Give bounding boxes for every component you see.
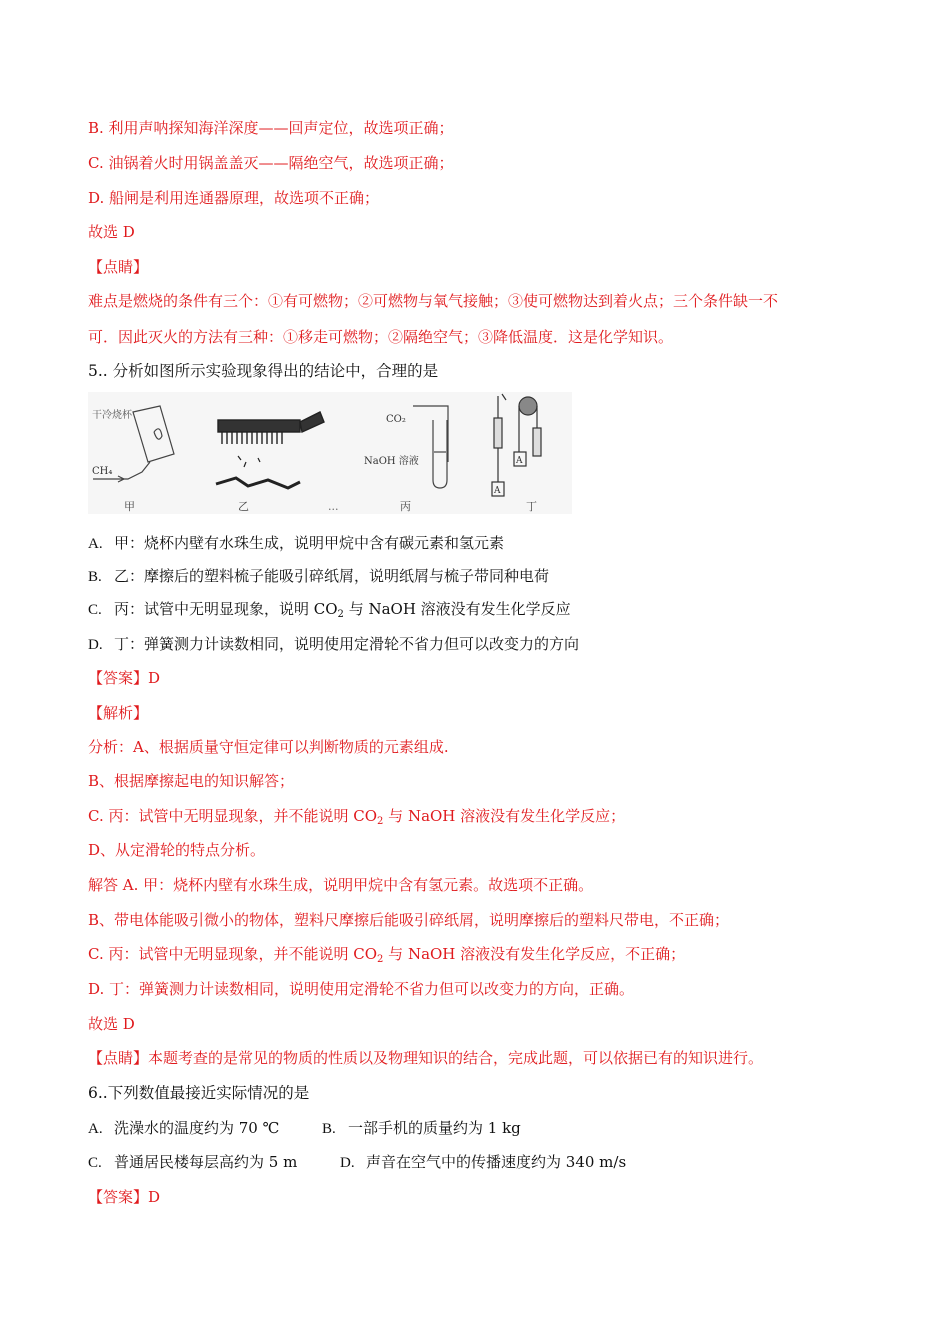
option-text: 乙：摩擦后的塑料梳子能吸引碎纸屑，说明纸屑与梳子带同种电荷	[114, 567, 550, 585]
q6-option-a	[88, 1118, 279, 1139]
option-label: C.	[88, 1155, 102, 1171]
option-text: 声音在空气中的传播速度约为 340 m/s	[366, 1153, 627, 1171]
q5-option-c	[88, 599, 571, 625]
q5-option-b	[88, 566, 549, 587]
dianjing-text-line1: 难点是燃烧的条件有三个：①有可燃物；②可燃物与氧气接触；③使可燃物达到着火点；三个条件缺一不	[88, 292, 779, 310]
option-label: A.	[88, 1121, 103, 1137]
weight-label-lower: A	[494, 486, 501, 496]
q5-dianjing: 【点睛】本题考查的是常见的物质的性质以及物理知识的结合，完成此题，可以依据已有的知识进行。	[88, 1049, 764, 1067]
solution-text-tail: 与 NaOH 溶液没有发生化学反应，不正确；	[383, 945, 686, 963]
caption-yi: 乙	[238, 500, 249, 513]
solution-line-1: 解答 A. 甲：烧杯内壁有水珠生成，说明甲烷中含有氢元素。故选项不正确。	[88, 876, 594, 894]
weight-label-upper: A	[516, 456, 523, 466]
solution-line-2: B、带电体能吸引微小的物体，塑料尺摩擦后能吸引碎纸屑，说明摩擦后的塑料尺带电，不正确；	[88, 911, 730, 929]
analysis-line-2: B、根据摩擦起电的知识解答；	[88, 772, 295, 790]
option-text: 普通居民楼每层高约为 5 m	[114, 1153, 298, 1171]
q5-choose: 故选 D	[88, 1015, 135, 1033]
caption-bing: 丙	[400, 500, 411, 513]
q5-jiexi-label: 【解析】	[88, 704, 149, 722]
analysis-option-d: D. 船闸是利用连通器原理，故选项不正确；	[88, 189, 380, 207]
option-label: D.	[88, 637, 103, 653]
option-text: 丁：弹簧测力计读数相同，说明使用定滑轮不省力但可以改变力的方向	[114, 635, 580, 653]
analysis-line-4: D、从定滑轮的特点分析。	[88, 841, 266, 859]
q5-answer: 【答案】D	[88, 669, 161, 687]
naoh-label: NaOH 溶液	[364, 456, 419, 467]
analysis-option-b: B. 利用声呐探知海洋深度——回声定位，故选项正确；	[88, 119, 454, 137]
analysis-text-tail: 与 NaOH 溶液没有发生化学反应；	[383, 807, 626, 825]
option-text: 甲：烧杯内壁有水珠生成，说明甲烷中含有碳元素和氢元素	[114, 534, 505, 552]
solution-line-3	[88, 944, 685, 970]
co2-label: CO₂	[386, 414, 406, 425]
beaker-label: 干冷烧杯	[92, 410, 132, 421]
caption-ellipsis: ...	[328, 500, 339, 513]
option-text: 一部手机的质量约为 1 kg	[348, 1119, 521, 1137]
experiment-illustration	[88, 392, 572, 514]
dianjing-text-line2: 可．因此灭火的方法有三种：①移走可燃物；②隔绝空气；③降低温度．这是化学知识。	[88, 328, 674, 346]
caption-ding: 丁	[526, 500, 537, 513]
subscript: 2	[337, 609, 344, 620]
analysis-line-1: 分析：A、根据质量守恒定律可以判断物质的元素组成.	[88, 738, 449, 756]
q6-option-c	[88, 1152, 297, 1173]
option-label: B.	[322, 1121, 336, 1137]
question-5-stem: 5.. 分析如图所示实验现象得出的结论中，合理的是	[88, 362, 439, 380]
analysis-option-c: C. 油锅着火时用锅盖盖灭——隔绝空气，故选项正确；	[88, 154, 454, 172]
q6-option-d	[340, 1152, 626, 1173]
option-label: B.	[88, 569, 102, 585]
question-6-stem: 6..下列数值最接近实际情况的是	[88, 1084, 310, 1102]
ch4-label: CH₄	[92, 466, 113, 477]
option-text: 洗澡水的温度约为 70 ℃	[114, 1119, 280, 1137]
subscript: 2	[377, 954, 384, 965]
choose-answer: 故选 D	[88, 223, 135, 241]
option-label: A.	[88, 536, 103, 552]
q5-option-a	[88, 533, 504, 554]
subscript: 2	[377, 816, 384, 827]
option-label: C.	[88, 602, 102, 618]
experiment-figure	[88, 392, 572, 514]
solution-line-4: D. 丁：弹簧测力计读数相同，说明使用定滑轮不省力但可以改变力的方向，正确。	[88, 980, 635, 998]
dianjing-label: 【点睛】	[88, 258, 149, 276]
option-text-tail: 与 NaOH 溶液没有发生化学反应	[343, 600, 571, 618]
analysis-text: C. 丙：试管中无明显现象，并不能说明 CO	[88, 807, 378, 825]
q5-option-d	[88, 634, 579, 655]
analysis-line-3	[88, 806, 625, 832]
option-label: D.	[340, 1155, 355, 1171]
caption-jia: 甲	[124, 500, 135, 513]
q6-answer: 【答案】D	[88, 1188, 161, 1206]
solution-text: C. 丙：试管中无明显现象，并不能说明 CO	[88, 945, 378, 963]
option-text: 丙：试管中无明显现象，说明 CO	[114, 600, 338, 618]
q6-option-b	[322, 1118, 521, 1139]
